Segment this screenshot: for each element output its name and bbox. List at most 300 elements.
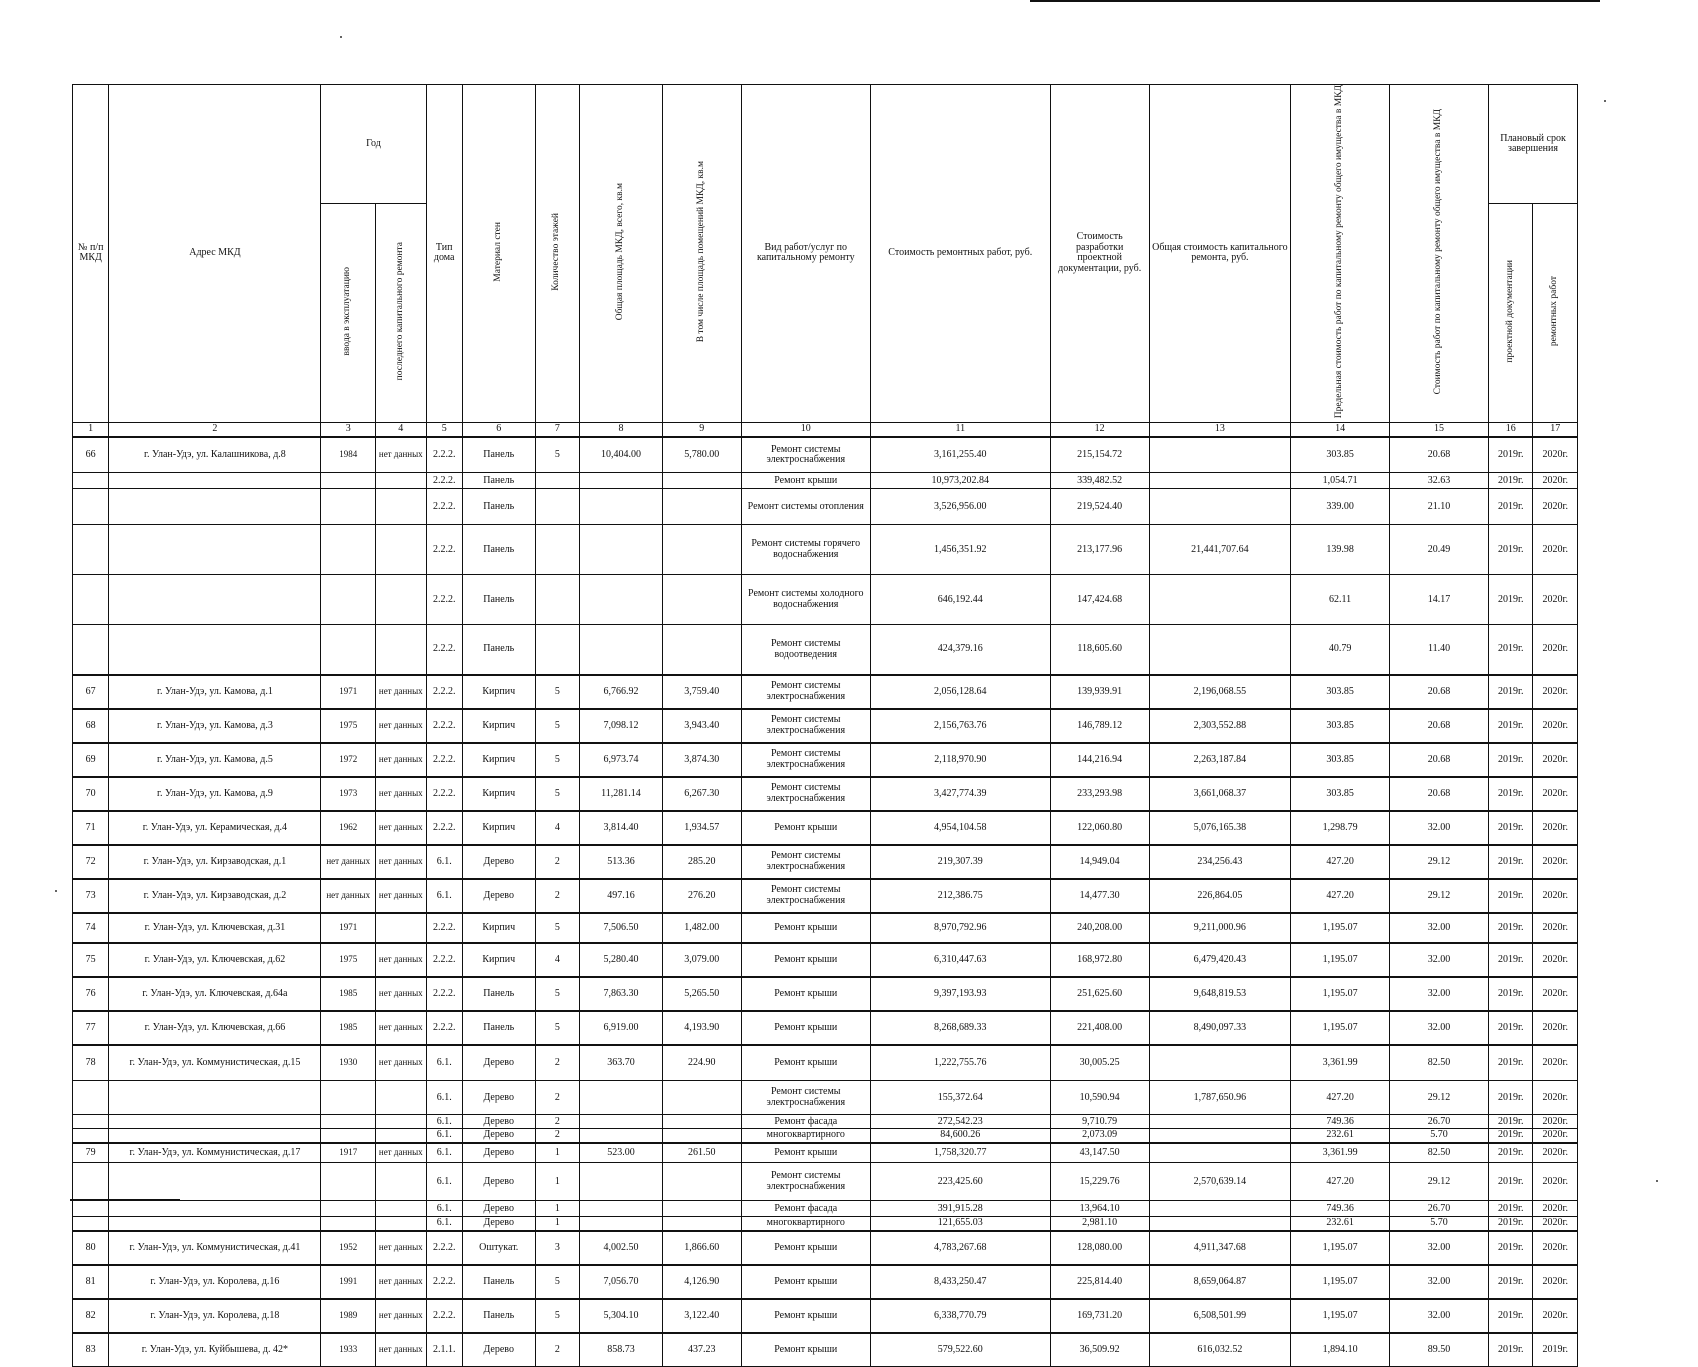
cell-address: [109, 489, 321, 525]
cell-plan-design: 2019г.: [1489, 913, 1533, 943]
cell-address: г. Улан-Удэ, ул. Ключевская, д.31: [109, 913, 321, 943]
cell-unit-cost: 29.12: [1390, 1163, 1489, 1201]
col-number: 8: [580, 422, 663, 437]
cell-premises-area: [662, 1129, 741, 1143]
cell-work-type: Ремонт системы электроснабжения: [741, 437, 870, 473]
cell-unit-cost-max: 303.85: [1291, 709, 1390, 743]
cell-work-type: Ремонт крыши: [741, 913, 870, 943]
cell-unit-cost-max: 1,298.79: [1291, 811, 1390, 845]
cell-floors: 5: [535, 913, 579, 943]
cell-house-type: 2.2.2.: [426, 625, 462, 675]
cell-floors: 1: [535, 1201, 579, 1217]
cell-plan-design: 2019г.: [1489, 1115, 1533, 1129]
cell-house-type: 6.1.: [426, 1143, 462, 1163]
table-row: [73, 1045, 1578, 1081]
cell-year-repair: [376, 625, 427, 675]
cell-floors: 5: [535, 675, 579, 709]
table-row: [73, 1115, 1578, 1129]
col-header-repair-cost: Стоимость ремонтных работ, руб.: [870, 85, 1050, 423]
col-number: 6: [462, 422, 535, 437]
cell-repair-cost: 6,338,770.79: [870, 1299, 1050, 1333]
cell-year-exploit: [321, 1217, 376, 1231]
cell-wall-material: Панель: [462, 1265, 535, 1299]
cell-total-area: 7,863.30: [580, 977, 663, 1011]
cell-floors: 5: [535, 709, 579, 743]
cell-unit-cost-max: 303.85: [1291, 743, 1390, 777]
cell-wall-material: Панель: [462, 625, 535, 675]
cell-repair-cost: 2,156,763.76: [870, 709, 1050, 743]
cell-plan-works: 2020г.: [1533, 675, 1578, 709]
table-row: [73, 1333, 1578, 1367]
cell-total-cost: 8,490,097.33: [1149, 1011, 1290, 1045]
cell-house-type: 6.1.: [426, 845, 462, 879]
cell-year-repair: нет данных: [376, 777, 427, 811]
cell-year-repair: нет данных: [376, 1231, 427, 1265]
col-number: 4: [376, 422, 427, 437]
cell-wall-material: Панель: [462, 473, 535, 489]
cell-total-cost: [1149, 1201, 1290, 1217]
cell-premises-area: 3,122.40: [662, 1299, 741, 1333]
cell-total-cost: 3,661,068.37: [1149, 777, 1290, 811]
cell-no: 75: [73, 943, 109, 977]
cell-design-cost: 168,972.80: [1050, 943, 1149, 977]
cell-work-type: Ремонт крыши: [741, 1011, 870, 1045]
cell-year-exploit: 1971: [321, 913, 376, 943]
cell-wall-material: Кирпич: [462, 743, 535, 777]
cell-total-area: [580, 1163, 663, 1201]
cell-unit-cost: 32.00: [1390, 977, 1489, 1011]
cell-plan-works: 2020г.: [1533, 625, 1578, 675]
cell-plan-works: 2020г.: [1533, 1231, 1578, 1265]
cell-repair-cost: 1,222,755.76: [870, 1045, 1050, 1081]
cell-total-cost: 6,479,420.43: [1149, 943, 1290, 977]
table-row: [73, 1265, 1578, 1299]
cell-total-cost: 616,032.52: [1149, 1333, 1290, 1367]
cell-no: [73, 1115, 109, 1129]
cell-wall-material: Дерево: [462, 1201, 535, 1217]
cell-no: 73: [73, 879, 109, 913]
cell-unit-cost-max: 40.79: [1291, 625, 1390, 675]
cell-address: г. Улан-Удэ, ул. Королева, д.16: [109, 1265, 321, 1299]
cell-total-area: [580, 489, 663, 525]
cell-year-exploit: [321, 1115, 376, 1129]
col-header-wall-material: Материал стен: [462, 85, 535, 423]
cell-plan-works: 2020г.: [1533, 437, 1578, 473]
cell-repair-cost: 579,522.60: [870, 1333, 1050, 1367]
cell-no: 68: [73, 709, 109, 743]
cell-address: г. Улан-Удэ, ул. Ключевская, д.66: [109, 1011, 321, 1045]
cell-wall-material: Панель: [462, 575, 535, 625]
col-header-unit-cost-max: Предельная стоимость работ по капитальному ремонту общего имущества в МКД: [1291, 85, 1390, 423]
cell-work-type: Ремонт крыши: [741, 1333, 870, 1367]
col-number: 13: [1149, 422, 1290, 437]
cell-unit-cost: 20.49: [1390, 525, 1489, 575]
cell-repair-cost: 10,973,202.84: [870, 473, 1050, 489]
register-body: [73, 437, 1578, 1367]
cell-year-repair: нет данных: [376, 743, 427, 777]
cell-total-cost: [1149, 1143, 1290, 1163]
cell-plan-works: 2020г.: [1533, 845, 1578, 879]
cell-unit-cost-max: 1,195.07: [1291, 1231, 1390, 1265]
cell-work-type: Ремонт крыши: [741, 811, 870, 845]
cell-repair-cost: 212,386.75: [870, 879, 1050, 913]
cell-no: [73, 525, 109, 575]
cell-floors: 5: [535, 743, 579, 777]
cell-total-cost: 4,911,347.68: [1149, 1231, 1290, 1265]
cell-total-area: 858.73: [580, 1333, 663, 1367]
cell-plan-works: 2020г.: [1533, 1163, 1578, 1201]
col-header-year-exploit: ввода в эксплуатацию: [321, 204, 376, 422]
cell-unit-cost: 20.68: [1390, 437, 1489, 473]
cell-unit-cost-max: 303.85: [1291, 437, 1390, 473]
cell-unit-cost-max: 62.11: [1291, 575, 1390, 625]
cell-wall-material: Кирпич: [462, 709, 535, 743]
cell-unit-cost-max: 1,195.07: [1291, 1265, 1390, 1299]
cell-total-area: 523.00: [580, 1143, 663, 1163]
cell-floors: 1: [535, 1163, 579, 1201]
cell-total-cost: 2,196,068.55: [1149, 675, 1290, 709]
cell-design-cost: 118,605.60: [1050, 625, 1149, 675]
cell-plan-design: 2019г.: [1489, 709, 1533, 743]
cell-address: [109, 525, 321, 575]
cell-repair-cost: 646,192.44: [870, 575, 1050, 625]
cell-repair-cost: 1,456,351.92: [870, 525, 1050, 575]
cell-year-exploit: [321, 1201, 376, 1217]
cell-plan-works: 2020г.: [1533, 943, 1578, 977]
cell-no: 67: [73, 675, 109, 709]
cell-no: [73, 1081, 109, 1115]
cell-floors: 2: [535, 1115, 579, 1129]
cell-house-type: 2.2.2.: [426, 489, 462, 525]
cell-design-cost: 146,789.12: [1050, 709, 1149, 743]
cell-total-cost: 226,864.05: [1149, 879, 1290, 913]
cell-total-area: 4,002.50: [580, 1231, 663, 1265]
cell-wall-material: Панель: [462, 1299, 535, 1333]
cell-unit-cost: 32.00: [1390, 1299, 1489, 1333]
table-row: [73, 1143, 1578, 1163]
cell-house-type: 2.2.2.: [426, 977, 462, 1011]
cell-year-repair: [376, 1201, 427, 1217]
cell-work-type: Ремонт крыши: [741, 1265, 870, 1299]
cell-wall-material: Дерево: [462, 1045, 535, 1081]
cell-total-cost: 5,076,165.38: [1149, 811, 1290, 845]
table-row: [73, 709, 1578, 743]
cell-plan-design: 2019г.: [1489, 1163, 1533, 1201]
cell-plan-works: 2020г.: [1533, 1265, 1578, 1299]
cell-year-repair: [376, 1163, 427, 1201]
cell-total-area: [580, 1217, 663, 1231]
cell-house-type: 2.2.2.: [426, 1231, 462, 1265]
cell-plan-design: 2019г.: [1489, 1333, 1533, 1367]
cell-year-repair: нет данных: [376, 675, 427, 709]
cell-plan-design: 2019г.: [1489, 943, 1533, 977]
cell-no: 72: [73, 845, 109, 879]
cell-plan-works: 2019г.: [1533, 1333, 1578, 1367]
cell-design-cost: 233,293.98: [1050, 777, 1149, 811]
cell-work-type: Ремонт системы электроснабжения: [741, 845, 870, 879]
cell-house-type: 2.2.2.: [426, 777, 462, 811]
cell-work-type: Ремонт крыши: [741, 1299, 870, 1333]
cell-design-cost: 9,710.79: [1050, 1115, 1149, 1129]
cell-repair-cost: 84,600.26: [870, 1129, 1050, 1143]
cell-year-repair: нет данных: [376, 845, 427, 879]
cell-year-repair: [376, 525, 427, 575]
cell-repair-cost: 155,372.64: [870, 1081, 1050, 1115]
cell-unit-cost-max: 1,894.10: [1291, 1333, 1390, 1367]
cell-unit-cost-max: 232.61: [1291, 1217, 1390, 1231]
cell-total-area: [580, 1129, 663, 1143]
cell-unit-cost: 14.17: [1390, 575, 1489, 625]
cell-design-cost: 144,216.94: [1050, 743, 1149, 777]
cell-floors: 2: [535, 1045, 579, 1081]
cell-house-type: 2.2.2.: [426, 675, 462, 709]
cell-plan-works: 2020г.: [1533, 1129, 1578, 1143]
cell-wall-material: Дерево: [462, 1163, 535, 1201]
table-row: [73, 1201, 1578, 1217]
cell-year-exploit: [321, 525, 376, 575]
cell-repair-cost: 424,379.16: [870, 625, 1050, 675]
cell-house-type: 6.1.: [426, 1163, 462, 1201]
cell-wall-material: Панель: [462, 489, 535, 525]
cell-year-exploit: 1917: [321, 1143, 376, 1163]
cell-house-type: 2.2.2.: [426, 437, 462, 473]
cell-unit-cost-max: 3,361.99: [1291, 1045, 1390, 1081]
cell-design-cost: 219,524.40: [1050, 489, 1149, 525]
cell-year-exploit: 1971: [321, 675, 376, 709]
cell-total-cost: [1149, 575, 1290, 625]
cell-plan-works: 2020г.: [1533, 1143, 1578, 1163]
col-number: 5: [426, 422, 462, 437]
cell-floors: 5: [535, 977, 579, 1011]
cell-year-repair: [376, 489, 427, 525]
cell-repair-cost: 2,056,128.64: [870, 675, 1050, 709]
cell-house-type: 2.1.1.: [426, 1333, 462, 1367]
col-header-plan-works: ремонтных работ: [1533, 204, 1578, 422]
cell-design-cost: 240,208.00: [1050, 913, 1149, 943]
table-row: [73, 1129, 1578, 1143]
cell-work-type: Ремонт системы отопления: [741, 489, 870, 525]
cell-year-repair: [376, 1129, 427, 1143]
cell-unit-cost-max: 3,361.99: [1291, 1143, 1390, 1163]
cell-plan-design: 2019г.: [1489, 1081, 1533, 1115]
cell-house-type: 2.2.2.: [426, 943, 462, 977]
cell-floors: [535, 473, 579, 489]
cell-floors: 5: [535, 437, 579, 473]
cell-plan-works: 2020г.: [1533, 811, 1578, 845]
cell-wall-material: Кирпич: [462, 943, 535, 977]
cell-wall-material: Дерево: [462, 1143, 535, 1163]
cell-design-cost: 339,482.52: [1050, 473, 1149, 489]
cell-work-type: Ремонт фасада: [741, 1201, 870, 1217]
cell-design-cost: 251,625.60: [1050, 977, 1149, 1011]
cell-house-type: 2.2.2.: [426, 1265, 462, 1299]
cell-total-area: 6,766.92: [580, 675, 663, 709]
cell-plan-works: 2020г.: [1533, 1081, 1578, 1115]
cell-address: [109, 1129, 321, 1143]
cell-no: 70: [73, 777, 109, 811]
cell-work-type: Ремонт системы электроснабжения: [741, 675, 870, 709]
cell-address: г. Улан-Удэ, ул. Куйбышева, д. 42*: [109, 1333, 321, 1367]
col-header-plan-term: Плановый срок завершения: [1489, 85, 1578, 204]
cell-plan-works: 2020г.: [1533, 743, 1578, 777]
table-row: [73, 879, 1578, 913]
cell-plan-works: 2020г.: [1533, 1045, 1578, 1081]
cell-unit-cost-max: 427.20: [1291, 1163, 1390, 1201]
cell-plan-design: 2019г.: [1489, 1231, 1533, 1265]
cell-house-type: 2.2.2.: [426, 811, 462, 845]
cell-year-exploit: 1962: [321, 811, 376, 845]
cell-floors: 1: [535, 1217, 579, 1231]
col-header-work-type: Вид работ/услуг по капитальному ремонту: [741, 85, 870, 423]
cell-no: [73, 1163, 109, 1201]
cell-repair-cost: 223,425.60: [870, 1163, 1050, 1201]
cell-plan-design: 2019г.: [1489, 977, 1533, 1011]
cell-address: [109, 1201, 321, 1217]
col-number: 7: [535, 422, 579, 437]
table-row: [73, 1231, 1578, 1265]
cell-total-area: [580, 473, 663, 489]
col-number: 2: [109, 422, 321, 437]
cell-total-cost: 234,256.43: [1149, 845, 1290, 879]
cell-address: [109, 1217, 321, 1231]
cell-house-type: 6.1.: [426, 1115, 462, 1129]
cell-repair-cost: 272,542.23: [870, 1115, 1050, 1129]
table-row: [73, 489, 1578, 525]
cell-plan-works: 2020г.: [1533, 1299, 1578, 1333]
table-row: [73, 437, 1578, 473]
cell-unit-cost-max: 1,195.07: [1291, 913, 1390, 943]
cell-premises-area: 1,482.00: [662, 913, 741, 943]
cell-total-area: [580, 625, 663, 675]
cell-house-type: 2.2.2.: [426, 575, 462, 625]
cell-work-type: Ремонт системы электроснабжения: [741, 777, 870, 811]
cell-plan-design: 2019г.: [1489, 437, 1533, 473]
cell-year-exploit: 1952: [321, 1231, 376, 1265]
cell-unit-cost-max: 1,195.07: [1291, 1011, 1390, 1045]
cell-repair-cost: 4,783,267.68: [870, 1231, 1050, 1265]
cell-premises-area: [662, 1217, 741, 1231]
cell-wall-material: Кирпич: [462, 777, 535, 811]
cell-repair-cost: 1,758,320.77: [870, 1143, 1050, 1163]
cell-unit-cost: 32.00: [1390, 1011, 1489, 1045]
col-header-total-area: Общая площадь МКД, всего, кв.м: [580, 85, 663, 423]
cell-repair-cost: 8,433,250.47: [870, 1265, 1050, 1299]
col-number: 9: [662, 422, 741, 437]
cell-no: [73, 575, 109, 625]
cell-no: 79: [73, 1143, 109, 1163]
cell-unit-cost-max: 303.85: [1291, 675, 1390, 709]
cell-total-cost: [1149, 489, 1290, 525]
cell-wall-material: Дерево: [462, 1217, 535, 1231]
cell-unit-cost: 21.10: [1390, 489, 1489, 525]
cell-total-cost: 6,508,501.99: [1149, 1299, 1290, 1333]
cell-year-exploit: 1973: [321, 777, 376, 811]
cell-plan-works: 2020г.: [1533, 709, 1578, 743]
cell-design-cost: 147,424.68: [1050, 575, 1149, 625]
cell-design-cost: 14,477.30: [1050, 879, 1149, 913]
cell-address: г. Улан-Удэ, ул. Керамическая, д.4: [109, 811, 321, 845]
scan-bottom-edge-line: [70, 1199, 180, 1201]
cell-floors: 1: [535, 1143, 579, 1163]
scan-speck: [1604, 100, 1606, 102]
cell-plan-design: 2019г.: [1489, 1129, 1533, 1143]
cell-premises-area: 224.90: [662, 1045, 741, 1081]
cell-premises-area: 261.50: [662, 1143, 741, 1163]
cell-premises-area: 276.20: [662, 879, 741, 913]
cell-year-exploit: [321, 625, 376, 675]
cell-total-cost: 2,303,552.88: [1149, 709, 1290, 743]
cell-year-exploit: [321, 1081, 376, 1115]
cell-no: [73, 1201, 109, 1217]
cell-premises-area: 4,193.90: [662, 1011, 741, 1045]
cell-unit-cost: 20.68: [1390, 777, 1489, 811]
cell-total-area: 513.36: [580, 845, 663, 879]
cell-unit-cost: 32.00: [1390, 943, 1489, 977]
cell-floors: 2: [535, 1333, 579, 1367]
column-number-row: [73, 422, 1578, 437]
cell-design-cost: 2,073.09: [1050, 1129, 1149, 1143]
cell-unit-cost: 32.00: [1390, 1265, 1489, 1299]
cell-design-cost: 221,408.00: [1050, 1011, 1149, 1045]
cell-floors: 5: [535, 1011, 579, 1045]
cell-total-area: 6,973.74: [580, 743, 663, 777]
cell-plan-design: 2019г.: [1489, 743, 1533, 777]
cell-unit-cost: 29.12: [1390, 1081, 1489, 1115]
cell-unit-cost: 20.68: [1390, 675, 1489, 709]
col-number: 11: [870, 422, 1050, 437]
cell-total-area: [580, 525, 663, 575]
cell-design-cost: 10,590.94: [1050, 1081, 1149, 1115]
cell-no: 69: [73, 743, 109, 777]
col-number: 3: [321, 422, 376, 437]
cell-design-cost: 2,981.10: [1050, 1217, 1149, 1231]
cell-wall-material: Дерево: [462, 845, 535, 879]
cell-unit-cost: 82.50: [1390, 1045, 1489, 1081]
cell-unit-cost-max: 303.85: [1291, 777, 1390, 811]
cell-address: г. Улан-Удэ, ул. Королева, д.18: [109, 1299, 321, 1333]
cell-unit-cost-max: 1,054.71: [1291, 473, 1390, 489]
cell-plan-works: 2020г.: [1533, 1011, 1578, 1045]
cell-no: [73, 489, 109, 525]
cell-floors: 2: [535, 1081, 579, 1115]
col-header-floors: Количество этажей: [535, 85, 579, 423]
cell-house-type: 2.2.2.: [426, 1299, 462, 1333]
cell-no: 81: [73, 1265, 109, 1299]
cell-premises-area: 3,874.30: [662, 743, 741, 777]
cell-floors: 2: [535, 845, 579, 879]
cell-plan-works: 2020г.: [1533, 977, 1578, 1011]
cell-floors: 4: [535, 943, 579, 977]
col-header-plan-design: проектной документации: [1489, 204, 1533, 422]
cell-total-cost: 21,441,707.64: [1149, 525, 1290, 575]
cell-year-repair: нет данных: [376, 879, 427, 913]
cell-premises-area: 3,759.40: [662, 675, 741, 709]
cell-premises-area: [662, 489, 741, 525]
cell-work-type: Ремонт крыши: [741, 1231, 870, 1265]
cell-premises-area: 437.23: [662, 1333, 741, 1367]
cell-total-cost: [1149, 437, 1290, 473]
cell-unit-cost-max: 232.61: [1291, 1129, 1390, 1143]
cell-year-repair: [376, 1115, 427, 1129]
col-header-no: № п/п МКД: [73, 85, 109, 423]
cell-no: 78: [73, 1045, 109, 1081]
cell-floors: 2: [535, 879, 579, 913]
table-row: [73, 575, 1578, 625]
cell-premises-area: [662, 1081, 741, 1115]
cell-address: [109, 575, 321, 625]
cell-unit-cost-max: 427.20: [1291, 1081, 1390, 1115]
table-row: [73, 977, 1578, 1011]
